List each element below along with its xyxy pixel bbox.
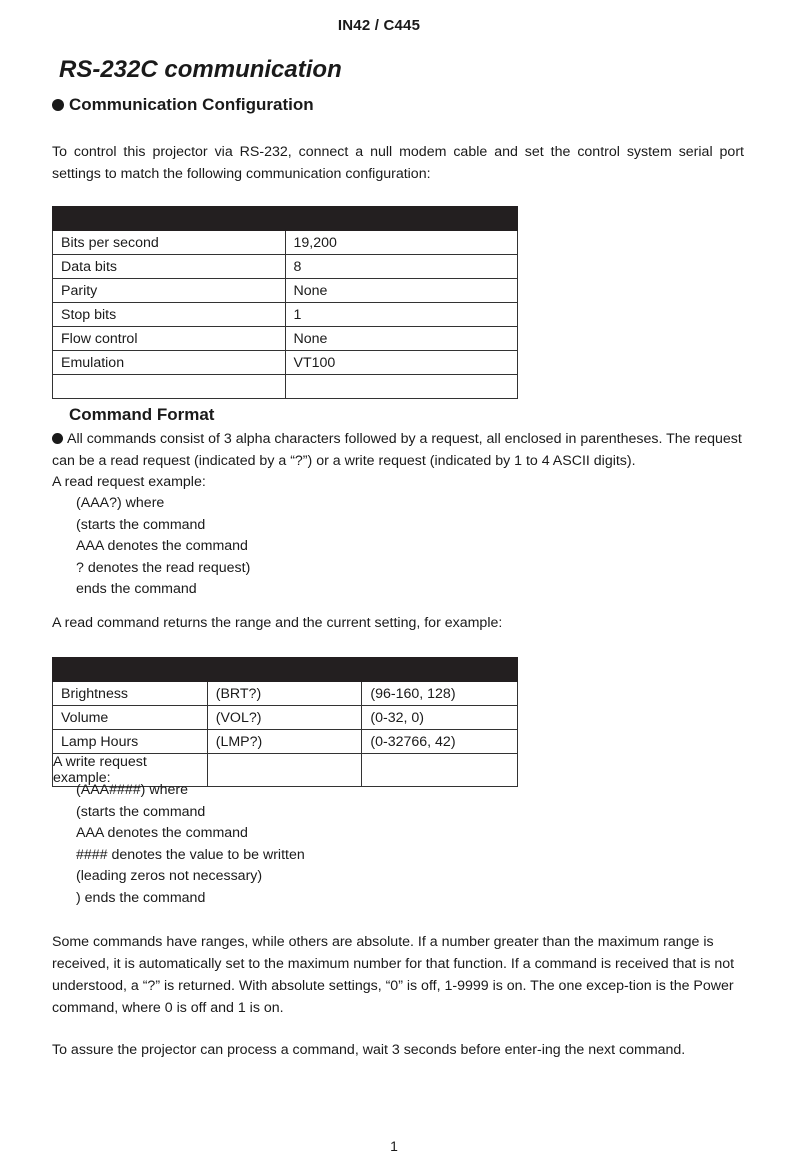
config-label: Bits per second [53,231,286,255]
command-name: Brightness [53,682,208,706]
write-example-line: AAA denotes the command [76,825,248,841]
write-example-line: (starts the command [76,803,206,820]
table-row [53,303,518,327]
comm-config-heading-text: Communication Configuration [69,95,314,114]
comm-config-intro: To control this projector via RS-232, connect a null modem cable and set the control system serial port settings to match the following communication configuration: [52,144,744,182]
table-header-row [53,207,518,231]
read-example-line: AAA denotes the command [76,538,248,554]
command-examples-table [52,657,518,787]
write-example-lines [76,780,305,909]
command-code: (LMP?) [207,730,362,754]
comm-config-heading [52,95,314,115]
table-row [53,279,518,303]
command-name: Lamp Hours [53,730,208,754]
write-example-line: ) ends the command [76,889,206,906]
read-example-line: (starts the command [76,516,206,533]
read-example-lines [76,493,250,601]
read-example-line: ends the command [76,581,197,597]
config-value: 8 [285,255,517,279]
command-format-heading: Command Format [69,405,215,424]
config-value: None [285,279,517,303]
config-label: Data bits [53,255,286,279]
table-header-row [53,658,518,682]
command-response: (96-160, 128) [362,682,518,706]
command-code: (VOL?) [207,706,362,730]
table-row [53,730,518,754]
config-label: Flow control [53,327,286,351]
config-label: Stop bits [53,303,286,327]
comm-config-table [52,206,518,399]
command-response: (0-32766, 42) [362,730,518,754]
table-row [53,231,518,255]
config-value: 19,200 [285,231,517,255]
document-header: IN42 / C445 [337,17,421,34]
table-row [53,682,518,706]
table-row [53,327,518,351]
table-row [53,351,518,375]
command-code: (BRT?) [207,682,362,706]
table-row [53,706,518,730]
bullet-icon [52,433,63,444]
write-example-line: (AAA####) where [76,782,188,798]
command-format-intro [52,428,744,472]
bullet-icon [52,99,64,111]
config-value: VT100 [285,351,517,375]
read-example-label: A read request example: [52,474,206,490]
write-example-line: (leading zeros not necessary) [76,868,263,884]
read-return-text: A read command returns the range and the current setting, for example: [52,615,503,631]
table-row [53,255,518,279]
table-row-empty [53,375,518,399]
write-example-label: A write request example: [53,754,208,787]
command-format-intro-text: All commands consist of 3 alpha characters followed by a request, all enclosed in parentheses. The request can be a read request (indicated by a “?”) or a write request (indicated by 1 to 4 ASCII digits). [52,431,742,469]
config-value: 1 [285,303,517,327]
wait-paragraph: To assure the projector can process a command, wait 3 seconds before enter-ing the next command. [52,1042,686,1058]
config-value: None [285,327,517,351]
ranges-paragraph: Some commands have ranges, while others are absolute. If a number greater than the maximum range is received, it is automatically set to the maximum number for that function. If a command is received that is not understood, a “?” is returned. With absolute settings, “0” is off, 1-9999 is on. The one excep-tion is the Power command, where 0 is off and 1 is on. [52,934,735,1016]
command-response: (0-32, 0) [362,706,518,730]
write-example-line: #### denotes the value to be written [76,846,305,863]
config-label: Emulation [53,351,286,375]
read-example-line: (AAA?) where [76,495,165,511]
command-name: Volume [53,706,208,730]
read-example-line: ? denotes the read request) [76,559,251,576]
section-title: RS-232C communication [59,56,342,83]
page-number: 1 [390,1138,398,1154]
config-label: Parity [53,279,286,303]
